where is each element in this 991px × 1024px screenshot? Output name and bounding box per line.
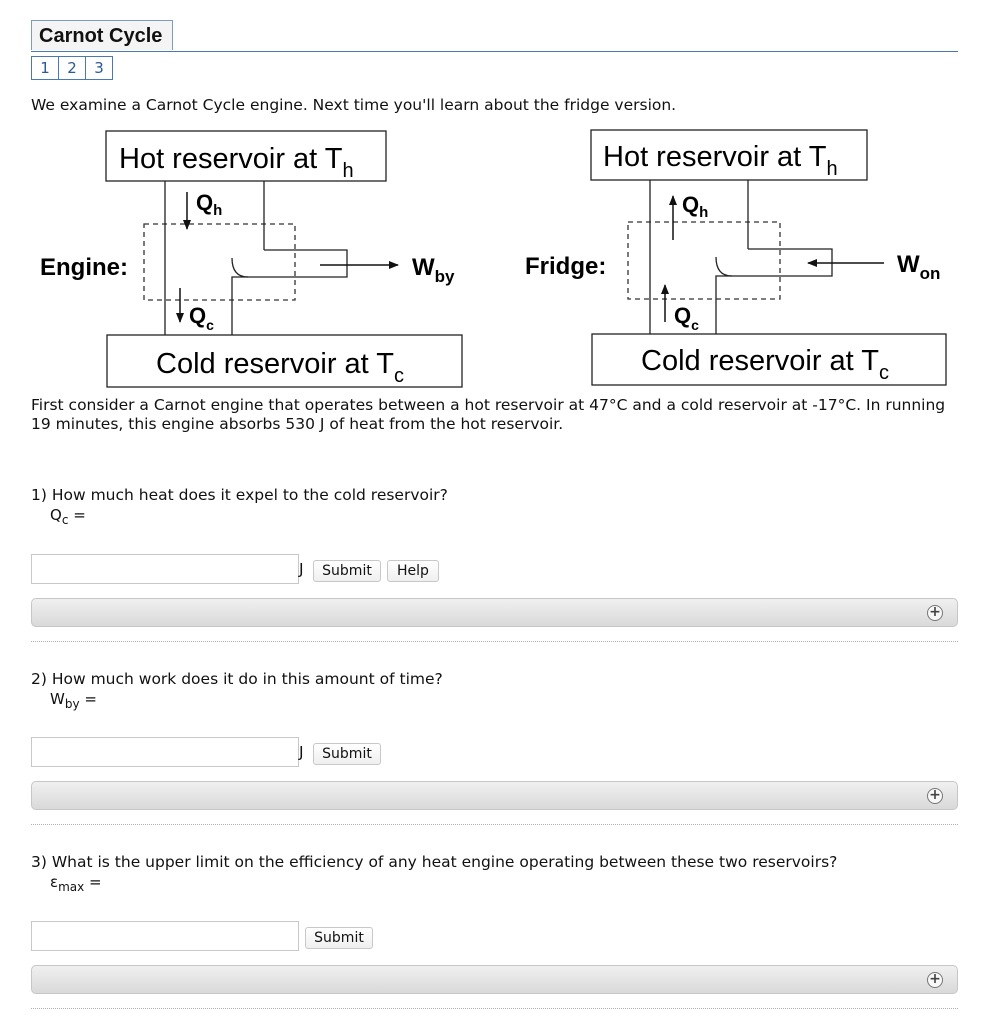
separator — [31, 1008, 958, 1009]
page-title: Carnot Cycle — [31, 20, 173, 50]
plus-circle-icon[interactable]: + — [927, 605, 943, 621]
fridge-hot-label: Hot reservoir at $T_h$ — [603, 141, 838, 180]
problem-statement: First consider a Carnot engine that operates between a hot reservoir at 47°C and a cold reservoir at -17°C. In running 19 minutes, this engine absorbs 530 J of heat from the hot reservoir. — [31, 396, 946, 433]
separator — [31, 824, 958, 825]
question-2-variable: $W_{by}$ = — [50, 690, 97, 711]
engine-diagram — [40, 131, 462, 387]
submit-2-button[interactable]: Submit — [313, 743, 381, 765]
fridge-dashed-box — [628, 222, 780, 299]
intro-text: We examine a Carnot Cycle engine. Next time you'll learn about the fridge version. — [31, 96, 677, 114]
question-3-text: 3) What is the upper limit on the efficiency of any heat engine operating between these two reservoirs? — [31, 853, 838, 871]
question-2-text: 2) How much work does it do in this amount of time? — [31, 670, 443, 688]
fridge-label: Fridge: — [525, 253, 607, 280]
submit-1-button[interactable]: Submit — [313, 560, 381, 582]
page-button-1[interactable]: 1 — [31, 56, 59, 80]
answer-2-unit: J — [299, 743, 304, 761]
question-1-expander[interactable] — [31, 598, 958, 627]
fridge-qc-label: $Q_c$ — [674, 303, 699, 333]
plus-circle-icon[interactable]: + — [927, 972, 943, 988]
question-3-expander[interactable] — [31, 965, 958, 994]
fridge-qh-label: $Q_h$ — [682, 192, 709, 221]
answer-2-input[interactable] — [31, 737, 299, 767]
question-1-text: 1) How much heat does it expel to the cold reservoir? — [31, 486, 448, 504]
engine-dashed-box — [144, 224, 295, 300]
plus-circle-icon[interactable]: + — [927, 788, 943, 804]
separator — [31, 641, 958, 642]
question-3-variable: $\varepsilon_{max}$ = — [50, 873, 102, 894]
carnot-diagram — [0, 0, 991, 395]
fridge-cold-label: Cold reservoir at $T_c$ — [641, 345, 889, 384]
engine-work-label: $W_{by}$ — [412, 254, 455, 286]
fridge-work-label: $W_{on}$ — [897, 251, 941, 283]
question-2-expander[interactable] — [31, 781, 958, 810]
engine-qh-label: $Q_h$ — [196, 190, 223, 219]
engine-hot-label: Hot reservoir at $T_h$ — [119, 143, 354, 182]
engine-label: Engine: — [40, 254, 128, 281]
answer-3-input[interactable] — [31, 921, 299, 951]
help-1-button[interactable]: Help — [387, 560, 439, 582]
engine-qc-label: $Q_c$ — [189, 303, 214, 333]
answer-1-unit: J — [299, 560, 304, 578]
engine-cold-label: Cold reservoir at $T_c$ — [156, 348, 404, 387]
page-button-2[interactable]: 2 — [58, 56, 86, 80]
answer-1-input[interactable] — [31, 554, 299, 584]
question-1-variable: $Q_c$ = — [50, 506, 86, 527]
page-button-3[interactable]: 3 — [85, 56, 113, 80]
fridge-diagram — [525, 130, 946, 385]
submit-3-button[interactable]: Submit — [305, 927, 373, 949]
